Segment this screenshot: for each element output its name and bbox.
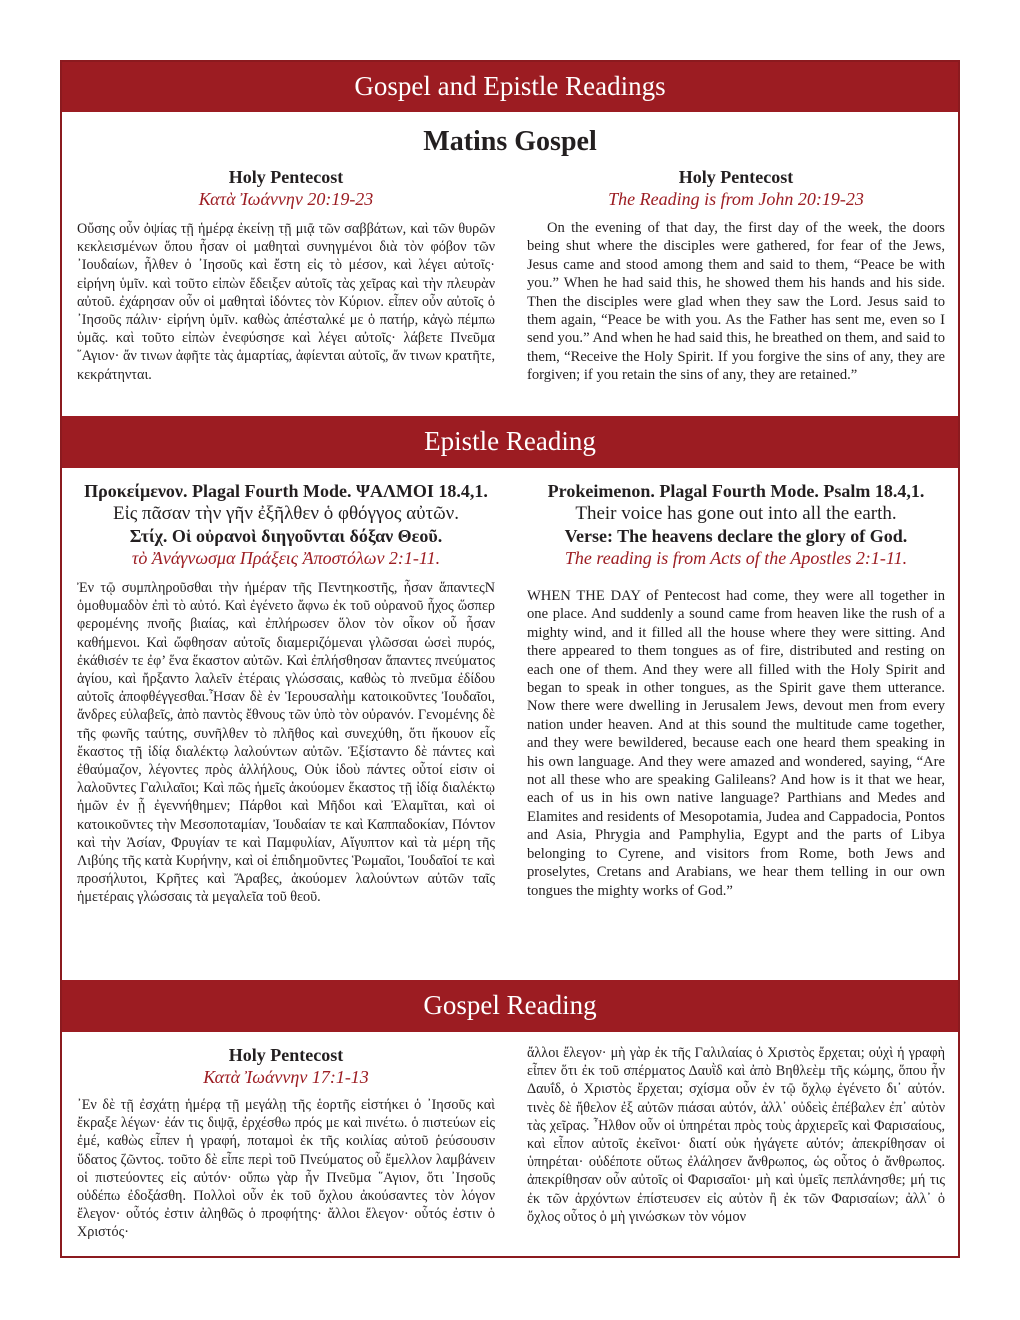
header-title: Gospel and Epistle Readings <box>62 62 958 112</box>
matins-right-text: On the evening of that day, the first day of the week, the doors being shut where the disciples were gathered, for fear of the Jews, Jesus came and stood among them and said to them, “Peace be with you.” When he had said this, he showed them his hands and his side. Then the disciples were glad when they saw the Lord. Jesus said to them again, “Peace be with you. As the Father has sent me, even so I send you.” And when he had said this, he breathed on them, and said to them, “Receive the Holy Spirit. If you forgive the sins of any, they are forgiven; if you retain the sins of any, they are retained.” <box>527 220 945 384</box>
matins-right-feast: Holy Pentecost <box>678 167 794 187</box>
epistle-left-line1: Εἰς πᾶσαν τὴν γῆν ἐξῆλθεν ὁ φθόγγος αὐτῶν. <box>113 503 459 524</box>
gospel-left-feast: Holy Pentecost <box>228 1045 344 1065</box>
epistle-right-column <box>527 480 945 900</box>
gospel-left-reference: Κατὰ Ἰωάννην 17:1-13 <box>203 1067 369 1087</box>
epistle-left-reference: τὸ Ἀνάγνωσμα Πράξεις Ἀποστόλων 2:1-11. <box>131 548 441 568</box>
gospel-title: Gospel Reading <box>62 980 958 1032</box>
epistle-title: Epistle Reading <box>62 416 958 468</box>
epistle-right-text: WHEN THE DAY of Pentecost had come, they were all together in one place. And suddenly a sound came from heaven like the rush of a mighty wind, and it filled all the house where they were sitting. And there appeared to them tongues as of fire, distributed and resting on each one of them. And they were all filled with the Holy Spirit and began to speak in other tongues, as the Spirit gave them utterance. Now there were dwelling in Jerusalem Jews, devout men from every nation under heaven. And at this sound the multitude came together, and they were bewildered, because each one heard them speaking in his own language. And they were amazed and wondered, saying, “Are not all these who are speaking Galileans? And how is it that we hear, each of us in his own native language? Parthians and Medes and Elamites and residents of Mesopotamia, Judea and Cappadocia, Pontos and Asia, Phrygia and Pamphylia, Egypt and the parts of Libya belonging to Cyrene, and visitors from Rome, both Jews and proselytes, Cretans and Arabians, we hear them telling in our own tongues the mighty works of God.” <box>527 588 945 899</box>
matins-right-reference: The Reading is from John 20:19-23 <box>608 189 864 209</box>
epistle-right-verse: Verse: The heavens declare the glory of God. <box>564 526 908 546</box>
epistle-left-column <box>77 480 495 907</box>
gospel-left-column <box>77 1044 495 1242</box>
epistle-right-reference: The reading is from Acts of the Apostles 2:1-11. <box>564 548 908 568</box>
gospel-right-column <box>527 1044 945 1226</box>
epistle-left-verse: Στίχ. Οἱ οὐρανοὶ διηγοῦνται δόξαν Θεοῦ. <box>129 526 443 546</box>
gospel-right-text: ἄλλοι ἔλεγον· μὴ γὰρ ἐκ τῆς Γαλιλαίας ὁ Χριστὸς ἔρχεται; οὐχὶ ἡ γραφὴ εἶπεν ὅτι ἐκ τοῦ σπέρματος Δαυῒδ καὶ ἀπὸ Βηθλεὲμ τῆς κώμης, ὅπου ἦν Δαυΐδ, ὁ Χριστὸς ἔρχεται; σχίσμα οὖν ἐν τῷ ὄχλῳ ἐγένετο δι᾿ αὐτόν. τινὲς δὲ ἤθελον ἐξ αὐτῶν πιάσαι αὐτόν, ἀλλ᾿ οὐδεὶς ἐπέβαλεν ἐπ᾿ αὐτὸν τὰς χεῖρας. ῏Ηλθον οὖν οἱ ὑπηρέται πρὸς τοὺς ἀρχιερεῖς καὶ Φαρισαίους, καὶ εἶπον αὐτοῖς ἐκεῖνοι· διατί οὐκ ἠγάγετε αὐτόν; ἀπεκρίθησαν οἱ ὑπηρέται· οὐδέποτε οὕτως ἐλάλησεν ἄνθρωπος, ὡς οὗτος ὁ ἄνθρωπος. ἀπεκρίθησαν οὖν αὐτοῖς οἱ Φαρισαῖοι· μὴ καὶ ὑμεῖς πεπλάνησθε; μή τις ἐκ τῶν ἀρχόντων ἐπίστευσεν εἰς αὐτὸν ἢ ἐκ τῶν Φαρισαίων; ἀλλ᾿ ὁ ὄχλος οὗτος ὁ μὴ γινώσκων τὸν νόμον <box>527 1045 945 1225</box>
epistle-right-prokeimenon: Prokeimenon. Plagal Fourth Mode. Psalm 18.4,1. <box>547 481 925 501</box>
matins-left-feast: Holy Pentecost <box>228 167 344 187</box>
epistle-right-line1: Their voice has gone out into all the earth. <box>575 503 897 524</box>
readings-frame <box>60 60 960 1258</box>
matins-right-column <box>527 166 945 385</box>
gospel-left-text: ᾿Εν δὲ τῇ ἐσχάτῃ ἡμέρᾳ τῇ μεγάλῃ τῆς ἑορτῆς εἱστήκει ὁ ᾿Ιησοῦς καὶ ἔκραξε λέγων· ἐάν τις διψᾷ, ἐρχέσθω πρός με καὶ πινέτω. ὁ πιστεύων εἰς ἐμέ, καθὼς εἶπεν ἡ γραφή, ποταμοὶ ἐκ τῆς κοιλίας αὐτοῦ ῥεύσουσιν ὕδατος ζῶντος. τοῦτο δὲ εἶπε περὶ τοῦ Πνεύματος οὗ ἔμελλον λαμβάνειν οἱ πιστεύοντες εἰς αὐτόν· οὔπω γὰρ ἦν Πνεῦμα ῞Αγιον, ὅτι ᾿Ιησοῦς οὐδέπω ἐδοξάσθη. Πολλοὶ οὖν ἐκ τοῦ ὄχλου ἀκούσαντες τὸν λόγον ἔλεγον· οὗτός ἐστιν ἀληθῶς ὁ προφήτης· ἄλλοι ἔλεγον· οὗτός ἐστιν ὁ Χριστός· <box>77 1097 495 1241</box>
matins-title: Matins Gospel <box>423 126 597 157</box>
epistle-left-prokeimenon: Προκείμενον. Plagal Fourth Mode. ΨΑΛΜΟΙ 18.4,1. <box>84 481 488 501</box>
matins-left-text: Οὔσης οὖν ὀψίας τῇ ἡμέρᾳ ἐκείνῃ τῇ μιᾷ τῶν σαββάτων, καὶ τῶν θυρῶν κεκλεισμένων ὅπου ἦσαν οἱ μαθηταὶ συνηγμένοι διὰ τὸν φόβον τῶν ᾿Ιουδαίων, ἦλθεν ὁ ᾿Ιησοῦς καὶ ἔστη εἰς τὸ μέσον, καὶ λέγει αὐτοῖς· εἰρήνη ὑμῖν. καὶ τοῦτο εἰπὼν ἔδειξεν αὐτοῖς τὰς χεῖρας καὶ τὴν πλευρὰν αὐτοῦ. ἐχάρησαν οὖν οἱ μαθηταὶ ἰδόντες τὸν Κύριον. εἶπεν οὖν αὐτοῖς ὁ ᾿Ιησοῦς πάλιν· εἰρήνη ὑμῖν. καθὼς ἀπέσταλκέ με ὁ πατήρ, κἀγὼ πέμπω ὑμᾶς. καὶ τοῦτο εἰπὼν ἐνεφύσησε καὶ λέγει αὐτοῖς· λάβετε Πνεῦμα ῞Αγιον· ἄν τινων ἀφῆτε τὰς ἁμαρτίας, ἀφίενται αὐτοῖς, ἄν τινων κρατῆτε, κεκράτηνται. <box>77 221 495 383</box>
epistle-left-text: Ἐν τῷ συμπληροῦσθαι τὴν ἡμέραν τῆς Πεντηκοστῆς, ἦσαν ἅπαντεςΝ ὁμοθυμαδὸν ἐπὶ τὸ αὐτό. Καὶ ἐγένετο ἄφνω ἐκ τοῦ οὐρανοῦ ἦχος ὥσπερ φερομένης πνοῆς βιαίας, καὶ ἐπλήρωσεν ὅλον τὸν οἶκον οὗ ἦσαν καθήμενοι. Καὶ ὤφθησαν αὐτοῖς διαμεριζόμεναι γλῶσσαι ὡσεὶ πυρός, ἐκάθισέν τε ἐφ’ ἕνα ἕκαστον αὐτῶν. Καὶ ἐπλήσθησαν ἅπαντες πνεύματος ἁγίου, καὶ ἤρξαντο λαλεῖν ἑτέραις γλώσσαις, καθὼς τὸ πνεῦμα ἐδίδου αὐτοῖς ἀποφθέγγεσθαι.Ἦσαν δὲ ἐν Ἱερουσαλὴμ κατοικοῦντες Ἰουδαῖοι, ἄνδρες εὐλαβεῖς, ἀπὸ παντὸς ἔθνους τῶν ὑπὸ τὸν οὐρανόν. Γενομένης δὲ τῆς φωνῆς ταύτης, συνῆλθεν τὸ πλῆθος καὶ συνεχύθη, ὅτι ἤκουον εἷς ἕκαστος τῇ ἰδίᾳ διαλέκτῳ λαλούντων αὐτῶν. Ἐξίσταντο δὲ πάντες καὶ ἐθαύμαζον, λέγοντες πρὸς ἀλλήλους, Οὐκ ἰδοὺ πάντες οὗτοί εἰσιν οἱ λαλοῦντες Γαλιλαῖοι; Καὶ πῶς ἡμεῖς ἀκούομεν ἕκαστος τῇ ἰδίᾳ διαλέκτῳ ἡμῶν ἐν ᾗ ἐγεννήθημεν; Πάρθοι καὶ Μῆδοι καὶ Ἐλαμῖται, καὶ οἱ κατοικοῦντες τὴν Μεσοποταμίαν, Ἰουδαίαν τε καὶ Καππαδοκίαν, Πόντον καὶ τὴν Ἀσίαν, Φρυγίαν τε καὶ Παμφυλίαν, Αἴγυπτον καὶ τὰ μέρη τῆς Λιβύης τῆς κατὰ Κυρήνην, καὶ οἱ ἐπιδημοῦντες Ῥωμαῖοι, Ἰουδαῖοί τε καὶ προσήλυτοι, Κρῆτες καὶ Ἄραβες, ἀκούομεν λαλούντων αὐτῶν ταῖς ἡμετέραις γλώσσαις τὰ μεγαλεῖα τοῦ θεοῦ. <box>77 580 495 906</box>
matins-left-column <box>77 166 495 384</box>
matins-left-reference: Κατὰ Ἰωάννην 20:19-23 <box>198 189 374 209</box>
